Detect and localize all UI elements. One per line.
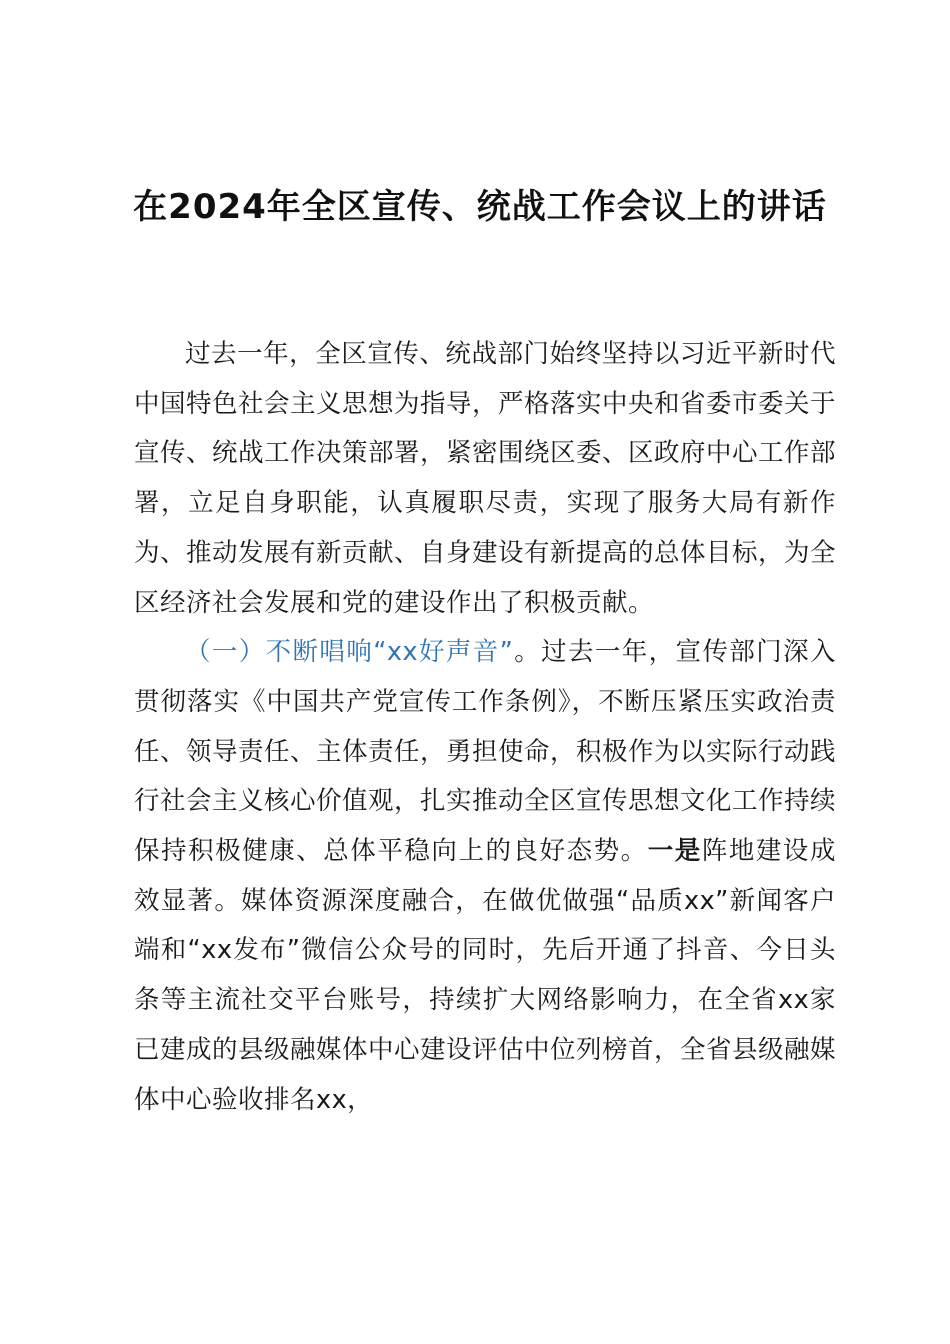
- paragraph-section-one: [134, 628, 836, 1125]
- bold-lead-term: 一是: [647, 836, 702, 867]
- section-text-part-2: 阵地建设成效显著。媒体资源深度融合，在做优做强“品质xx”新闻客户端和“xx发布”微信公众号的同时，先后开通了抖音、今日头条等主流社交平台账号，持续扩大网络影响力，在全省xx家已建成的县级融媒体中心建设评估中位列榜首，全省县级融媒体中心验收排名xx，: [134, 836, 837, 1115]
- document-title: 在2024年全区宣传、统战工作会议上的讲话: [133, 187, 827, 227]
- section-heading: （一）不断唱响“xx好声音”: [185, 637, 514, 668]
- section-text-part-1: 。过去一年，宣传部门深入贯彻落实《中国共产党宣传工作条例》，不断压紧压实政治责任、领导责任、主体责任，勇担使命，积极作为以实际行动践行社会主义核心价值观，扎实推动全区宣传思想文化工作持续保持积极健康、总体平稳向上的良好态势。: [134, 637, 837, 867]
- document-body: [134, 330, 836, 1125]
- paragraph-intro: 过去一年，全区宣传、统战部门始终坚持以习近平新时代中国特色社会主义思想为指导，严格落实中央和省委市委关于宣传、统战工作决策部署，紧密围绕区委、区政府中心工作部署，立足自身职能，认真履职尽责，实现了服务大局有新作为、推动发展有新贡献、自身建设有新提高的总体目标，为全区经济社会发展和党的建设作出了积极贡献。: [134, 339, 837, 618]
